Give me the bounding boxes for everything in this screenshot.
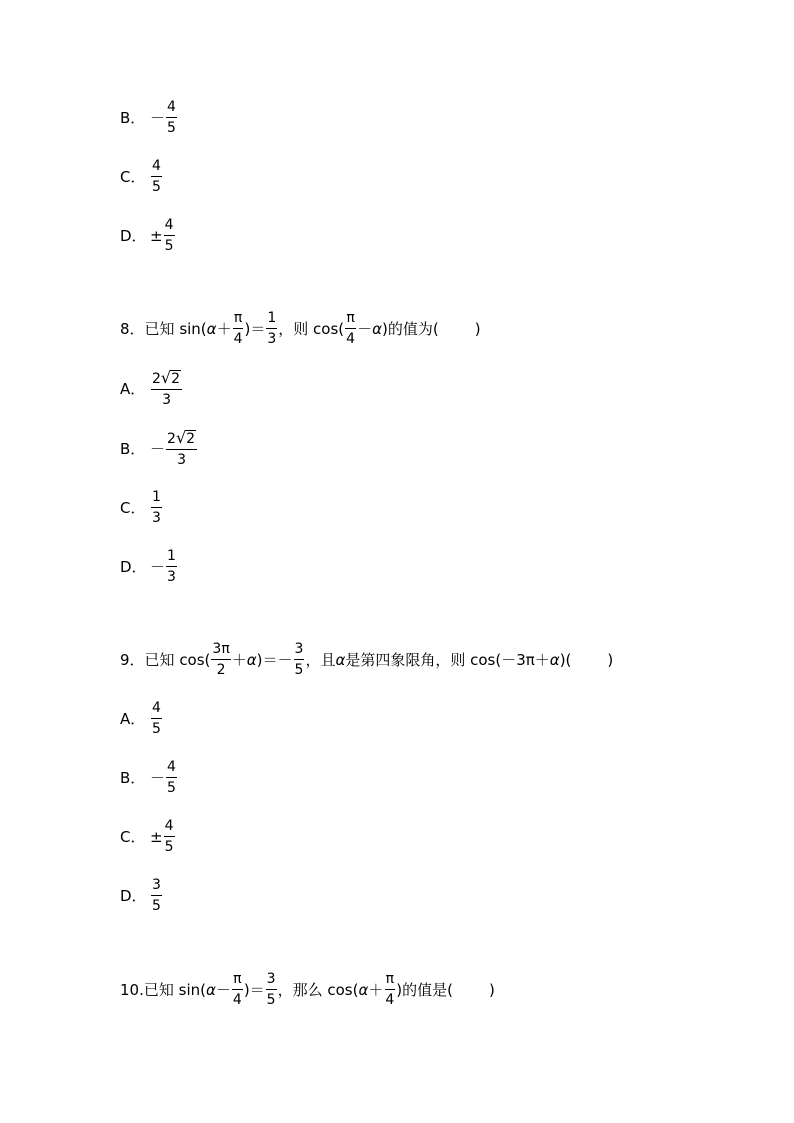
fraction-numerator: 4 [151, 159, 162, 177]
one-third-fraction [266, 311, 277, 346]
stem-text: )的值为( [381, 320, 439, 338]
fraction-denominator: 5 [164, 839, 174, 855]
fraction-numerator: 3π [211, 642, 230, 660]
alpha-symbol: α [372, 319, 382, 338]
option-label: B． [120, 109, 146, 127]
q9-option-d [120, 878, 163, 913]
q8-stem [120, 311, 481, 346]
option-fraction [151, 159, 162, 194]
three-fifths-fraction [294, 642, 305, 677]
q9-option-a [120, 701, 163, 736]
fraction-denominator: 5 [152, 898, 161, 914]
fraction-denominator: 4 [233, 331, 243, 347]
stem-text: ，且 [305, 651, 336, 669]
fraction-numerator: 1 [151, 490, 162, 508]
alpha-symbol: α [205, 980, 216, 999]
fraction-numerator: 4 [164, 819, 175, 837]
stem-text: 已知 sin( [144, 320, 207, 338]
fraction-denominator: 3 [267, 331, 277, 347]
fraction-denominator: 5 [164, 238, 174, 254]
fraction-numerator: 3 [151, 878, 162, 896]
q8-option-d [120, 549, 178, 584]
fraction-denominator: 4 [385, 992, 395, 1008]
fraction-denominator: 5 [152, 721, 161, 737]
equals-sign: )＝ [244, 320, 266, 338]
three-pi-over-2-fraction [211, 642, 230, 677]
fraction-numerator: 1 [166, 549, 177, 567]
fraction-numerator: π [233, 311, 243, 329]
three-fifths-fraction [266, 972, 277, 1007]
q8-option-b [120, 430, 198, 467]
fraction-numerator [151, 370, 182, 390]
fraction-numerator [166, 430, 197, 450]
fraction-denominator: 4 [346, 331, 356, 347]
stem-text: 已知 cos( [144, 651, 211, 669]
equals-sign: )＝－ [256, 651, 293, 669]
q9-option-c [120, 819, 176, 854]
pi-over-4-fraction [233, 311, 244, 346]
fraction-denominator: 5 [167, 120, 176, 136]
stem-text: ) [474, 319, 481, 338]
pi-over-4-fraction [232, 972, 243, 1007]
sqrt-symbol: √ 2 [175, 428, 196, 447]
option-fraction [166, 549, 177, 584]
question-number: 9． [120, 651, 145, 669]
alpha-symbol: α [549, 650, 560, 669]
option-fraction [151, 490, 162, 525]
fraction-denominator: 5 [167, 780, 176, 796]
plus-sign: ＋ [368, 981, 384, 999]
fraction-numerator: 4 [151, 701, 162, 719]
fraction-denominator: 4 [232, 992, 242, 1008]
q10-stem [120, 972, 495, 1007]
option-fraction [166, 760, 177, 795]
q7-option-b [120, 100, 178, 135]
q7-option-d [120, 218, 176, 253]
stem-text: 是第四象限角，则 cos(－3π＋ [345, 651, 550, 669]
coefficient: 2 [152, 371, 161, 387]
option-fraction [164, 218, 175, 253]
stem-text: ，则 cos( [278, 320, 345, 338]
q8-option-c [120, 490, 163, 525]
fraction-numerator: 3 [266, 972, 277, 990]
q7-option-c [120, 159, 163, 194]
option-label: B． [120, 769, 146, 787]
stem-text: )的值是( [396, 981, 454, 999]
minus-sign: － [215, 981, 231, 999]
option-fraction [151, 370, 182, 407]
fraction-numerator: 4 [166, 100, 177, 118]
radicand: 2 [186, 431, 196, 447]
option-label: C． [120, 168, 146, 186]
pi-over-4-fraction [384, 972, 395, 1007]
option-label: D． [120, 558, 147, 576]
option-label: C． [120, 828, 146, 846]
option-sign: － [150, 558, 166, 576]
radicand: 2 [171, 371, 181, 387]
option-sign: ± [150, 827, 163, 846]
sqrt-symbol: √ 2 [160, 368, 181, 387]
alpha-symbol: α [358, 980, 369, 999]
q9-stem [120, 642, 613, 677]
stem-text: ，那么 cos( [277, 981, 359, 999]
stem-text: ) [489, 980, 495, 999]
option-label: D． [120, 887, 147, 905]
minus-sign: － [357, 320, 373, 338]
fraction-denominator: 3 [152, 510, 161, 526]
fraction-numerator: 1 [266, 311, 277, 329]
q8-option-a [120, 370, 183, 407]
option-label: A． [120, 710, 146, 728]
fraction-denominator: 5 [294, 662, 304, 678]
fraction-denominator: 5 [266, 992, 276, 1008]
fraction-denominator: 3 [167, 569, 176, 585]
fraction-numerator: π [385, 972, 395, 990]
stem-text: )( [559, 650, 572, 669]
q9-option-b [120, 760, 178, 795]
option-label: C． [120, 499, 146, 517]
option-sign: － [150, 769, 166, 787]
equals-sign: )＝ [243, 981, 265, 999]
option-label: D． [120, 227, 147, 245]
fraction-denominator: 5 [152, 179, 161, 195]
option-sign: － [150, 109, 166, 127]
question-number: 10. [120, 980, 144, 999]
fraction-numerator: 4 [164, 218, 175, 236]
option-fraction [151, 701, 162, 736]
fraction-numerator: 3 [294, 642, 305, 660]
alpha-symbol: α [246, 650, 257, 669]
stem-text: ) [607, 650, 614, 669]
coefficient: 2 [167, 431, 176, 447]
fraction-denominator: 3 [177, 452, 186, 468]
pi-over-4-fraction [345, 311, 356, 346]
option-fraction [151, 878, 162, 913]
option-label: B． [120, 440, 146, 458]
fraction-denominator: 3 [162, 392, 171, 408]
option-sign: － [150, 440, 166, 458]
option-fraction [164, 819, 175, 854]
question-number: 8． [120, 320, 145, 338]
stem-text: 已知 sin( [143, 981, 206, 999]
alpha-symbol: α [206, 319, 217, 338]
fraction-numerator: π [345, 311, 355, 329]
fraction-numerator: 4 [166, 760, 177, 778]
fraction-denominator: 2 [216, 662, 226, 678]
plus-sign: ＋ [216, 320, 232, 338]
plus-sign: ＋ [231, 651, 247, 669]
option-fraction [166, 430, 197, 467]
option-label: A． [120, 380, 146, 398]
fraction-numerator: π [232, 972, 242, 990]
option-sign: ± [150, 226, 163, 245]
option-fraction [166, 100, 177, 135]
alpha-symbol: α [335, 650, 346, 669]
